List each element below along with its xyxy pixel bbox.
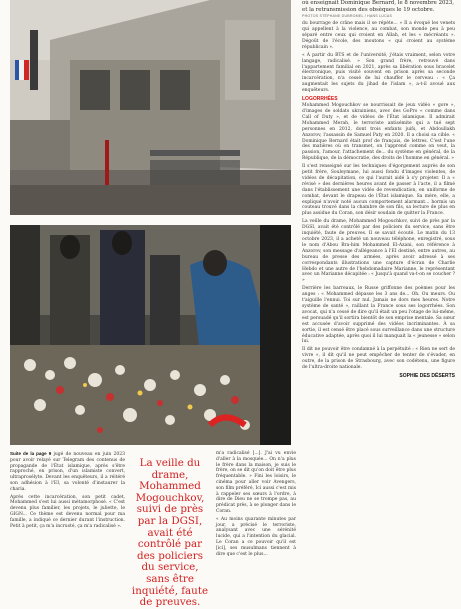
author-signature: SOPHIE DES DÉSERTS (399, 372, 455, 379)
article-paragraph (10, 451, 125, 493)
article-paragraph: Il s'est renseigné sur les techniques d'égorgement auprès de son petit frère, Souleymane, lui aussi fondu d'images violentes, de vidéos de décapitation, ce qui l'aurait aidé à s'y projeter. Il a « révisé » des dernières heures avant de passer à l'acte, il a filmé dans l'établissement une vidéo de revendication, en uniforme de combat, devant le drapeau de l'État islamique. Sa mère, elle, a expliqué n'avoir noté aucun comportement alarmant... hormis un couteau trouvé dans la chambre de son fils, sa lecture de plus en plus assidue du Coran, son désir soudain de quitter la France. (302, 164, 455, 217)
photo-caption: où enseignait Dominique Bernard, le 8 novembre 2023, et la retransmission des obsèques le 19 octobre. (302, 0, 455, 13)
memorial-photo-illustration (10, 225, 291, 445)
pull-quote: La veille du drame, Mohammed Mogouchkov, suivi de près par la DGSI, avait été contrôlé par des policiers du service, sans être inquiété, faute de preuves. (131, 457, 209, 609)
photo-credit: PHOTOS STÉPHANE DUBROMEL / HANS LUCAS (302, 14, 393, 19)
article-paragraph: Mohammed Mogouchkov se nourrissait de jeux vidéo « gore », d'images de soldats ukrainiens, avec des GoPro « comme dans Call of Duty », et de vidéos de l'État islamique. Il admirait Mohammed Merah, le terroriste antisémite qui a tué sept personnes en 2012, dont trois enfants juifs, et Abdoullakh Anzorov, l'assassin de Samuel Paty en 2020. Il a choisi sa cible. « Dominique Bernard était prof de français, de lettres. C'est l'une des matières où on transmet, on l'apprend comme on veut, la passion, l'amour, l'attachement de... du système en général, de la République, de la démocratie, des droits de l'homme en général. » (302, 103, 455, 162)
bottom-left-column (10, 451, 125, 531)
section-heading: LOGORRHÉES (302, 96, 338, 103)
article-paragraph: Il dit ne pouvoir être condamné à la perpétuité : « Rien ne sert de vivre », il dit qu'il ne peut empêcher de tenter de s'évader, en outre, de la prison de Strasbourg, avec son codétenu, une figure de l'ultra-droite nationale. (302, 347, 455, 371)
article-paragraph: du bourrage de crâne mais il se répète... » Il a évoqué les venets qui appellent à la violence, au combat, son monde peu à peu séparé entre ceux qui croient en Allah, et les « mécréants ». Dégoût de l'école, des moutons « qui croient au système républicain ». (302, 21, 455, 50)
right-article-column (302, 0, 455, 553)
article-paragraph: La veille du drame, Mohammed Mogouchkov, suivi de près par la DGSI, avait été contrôlé par des policiers du service, sans être inquiété, faute de preuves. Il se savait écouté. Le matin du 13 octobre 2023, il a acheté un nouveau téléphone, enregistré, sous le nom d'Abou Bra-him Mohammed El-Azani, son référence à Anzorov, son message d'allégeance à l'EI destiné, entre autres, au bureau de presse des armées, après avoir adressé à ses correspondants illustrations une capture d'écran de Charlie Hebdo et une autre de l'hebdomadaire Marianne, le représentant avec un Marianne décapitée : « Jusqu'à quand va-t-on se coucher ? » (302, 219, 455, 284)
building-photo-illustration (10, 0, 291, 215)
photo-building-exterior (10, 0, 291, 215)
bottom-right-column (216, 451, 296, 559)
article-paragraph: « À partir du BTS et de l'université, j'étais vraiment, selon votre langage, radicalisé. » Son grand frère, retrouvé dans l'appartement familial en 2021, après sa libération sous bracelet électronique, puis visité souvent en prison après sa seconde incarcération, n'a cessé de lui chauffer le cerveau : « Ça augmentait les sujets du jihad de l'islam », a-t-il avoué aux enquêteurs. (302, 52, 455, 94)
article-paragraph: m'a radicalisé [...]. J'ai vu envie d'aller à la mosquée... On n'a plus le frère dans la maison, je suis le frère, on se dit qu'on doit être plus fréquentable. » Fini les loisirs, le cinéma pour aller voir Avengers, son film préféré, Ici aussi c'est mis à rappeler ses sœurs à l'ordre, à dire de Dieu ne se trompe pas, au prédicat près, à se plonger dans le Coran. (216, 451, 296, 514)
article-text: jugé de nouveau en juin 2023 pour avoir relayé sur Telegram des contenus de propagande de l'État islamique, après s'être rapproché, en prison, d'un islamiste convert, ultraprosélyte. Devant les enquêteurs, il a réitéré son adhésion à l'EI, sa volonté d'instaurer la charia. (10, 452, 126, 492)
article-paragraph: Après cette incarcération, son petit cadet, Mohammed s'est lui aussi métamorphosé. « C'est devenu plus familier, les projets, le juliette, le GIGN... Ce thème est devenu normal pour ma famille, a indiqué ce dernier durant l'instruction. Petit à petit, ça m'a incrusté, ça m'a radicalisé ». (10, 494, 125, 529)
continued-from-label: Suite de la page 9 (10, 451, 52, 456)
article-paragraph: « Au moins quarante minutes par jour, a précisé le terroriste, analysant avec une sérénité lucide, qui a l'intention du glacial. Le Coran a ce pouvoir qu'il est [ici], ses musulmans tiennent à dire que c'est le plus... (216, 516, 296, 557)
photo-memorial-flowers (10, 225, 291, 445)
article-paragraph: Derrière les barreaux, le Russe griffonne des poèmes pour les anges : « Mohammed dépasse les 3 ans de... Oh. Ou meurs. Ou t'aiguille l'ennui. Toi sur nul. Jamais ne dors mes heures. Notre système de santé », raillant la France sous ses logorrhées. Son avocat, qui n'a cessé de dire qu'il était un peu l'otage de lui-même, est persuadé qu'il sortira bientôt de son emprise mentale. Sa sœur est accusée d'avoir supprimé des vidéos incriminantes. À sa sortie, il est censé être placé sous surveillance dans une structure éducative adaptée, après quoi il lui manquait la « jeunesse » selon lui. (302, 286, 455, 345)
